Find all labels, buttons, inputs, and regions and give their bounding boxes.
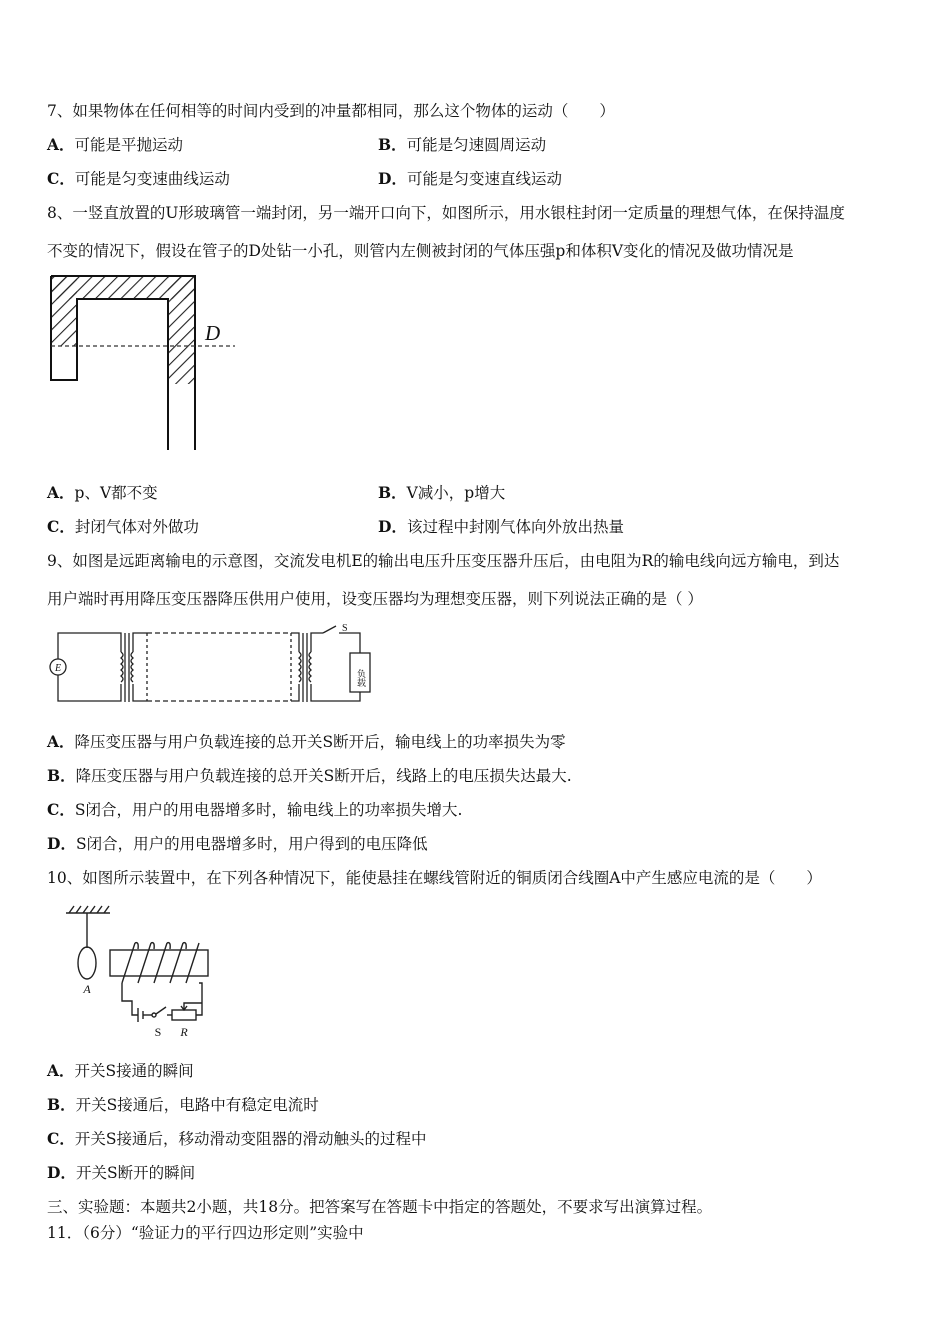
option-text: 开关S接通后，移动滑动变阻器的滑动触头的过程中 [74, 1130, 427, 1148]
q7-option-a [47, 135, 183, 155]
switch-s-blade [156, 1007, 166, 1014]
option-label: A． [47, 732, 75, 751]
switch-s-label: S [154, 1025, 162, 1038]
option-label: D． [378, 517, 407, 536]
option-label: B． [378, 483, 407, 502]
option-text: 可能是平抛运动 [74, 136, 184, 154]
u-tube-figure [45, 272, 245, 454]
q10-option-d [47, 1163, 195, 1183]
q10-option-a [47, 1061, 194, 1081]
q9-option-b [47, 766, 572, 786]
option-label: A． [47, 1061, 75, 1080]
option-text: 可能是匀变速曲线运动 [74, 170, 230, 188]
step-down-primary-coil [299, 652, 301, 682]
generator-label: E [54, 663, 62, 674]
solenoid-core [110, 950, 208, 976]
option-text: S闭合，用户的用电器增多时，输电线上的功率损失增大. [74, 801, 463, 819]
option-text: 可能是匀变速直线运动 [406, 170, 562, 188]
option-label: B． [47, 766, 76, 785]
option-text: 开关S接通的瞬间 [74, 1062, 194, 1080]
option-label: B． [378, 135, 407, 154]
q9-option-a [47, 732, 566, 752]
step-up-primary-coil [121, 652, 123, 682]
option-label: C． [47, 517, 75, 536]
q8-option-d [378, 517, 624, 537]
q8-option-a [47, 483, 158, 503]
option-label: C． [47, 800, 75, 819]
rheostat-r [172, 1010, 196, 1020]
q9-option-d [47, 834, 428, 854]
load-label: 负载 [355, 669, 365, 687]
switch-s [323, 626, 336, 633]
solenoid-figure [60, 903, 220, 1038]
q8-option-c [47, 517, 199, 537]
copper-ring-a [78, 947, 96, 979]
q9-stem-line-2: 用户端时再用降压变压器降压供用户使用，设变压器均为理想变压器，则下列说法正确的是（ ） [47, 590, 703, 608]
solenoid-winding [122, 943, 199, 983]
q8-option-b [378, 483, 505, 503]
option-label: A． [47, 483, 75, 502]
option-label: D． [47, 834, 76, 853]
option-label: C． [47, 1129, 75, 1148]
option-label: B． [47, 1095, 76, 1114]
option-text: 开关S断开的瞬间 [75, 1164, 196, 1182]
option-text: 降压变压器与用户负载连接的总开关S断开后，输电线上的功率损失为零 [74, 733, 566, 751]
switch-label: S [342, 623, 348, 634]
step-down-secondary-coil [309, 652, 311, 682]
q10-option-c [47, 1129, 426, 1149]
q9-stem-line-1: 9、如图是远距离输电的示意图，交流发电机E的输出电压升压变压器升压后，由电阻为R的输电线向远方输电，到达 [47, 552, 840, 570]
q7-option-d [378, 169, 562, 189]
option-text: 降压变压器与用户负载连接的总开关S断开后，线路上的电压损失达最大. [75, 767, 572, 785]
q8-stem-line-2: 不变的情况下，假设在管子的D处钻一小孔，则管内左侧被封闭的气体压强p和体积V变化的情况及做功情况是 [47, 242, 794, 260]
option-text: 封闭气体对外做功 [74, 518, 199, 536]
q10-stem: 10、如图所示装置中，在下列各种情况下，能使悬挂在螺线管附近的铜质闭合线圈A中产生感应电流的是（ ） [47, 869, 822, 887]
option-label: A． [47, 135, 75, 154]
q7-stem: 7、如果物体在任何相等的时间内受到的冲量都相同，那么这个物体的运动（ ） [47, 102, 615, 120]
step-up-secondary-coil [131, 652, 133, 682]
q9-option-c [47, 800, 462, 820]
option-text: 开关S接通后，电路中有稳定电流时 [75, 1096, 319, 1114]
q11-stem: 11．（6分）“验证力的平行四边形定则”实验中 [47, 1224, 364, 1242]
option-text: 可能是匀速圆周运动 [406, 136, 547, 154]
q7-option-c [47, 169, 230, 189]
point-d-label: D [205, 321, 221, 345]
q8-stem-line-1: 8、一竖直放置的U形玻璃管一端封闭，另一端开口向下，如图所示，用水银柱封闭一定质量的理想气体，在保持温度 [47, 204, 845, 222]
mercury-column [51, 276, 195, 384]
option-text: V减小，p增大 [406, 484, 506, 502]
option-text: p、V都不变 [74, 484, 158, 502]
q10-option-b [47, 1095, 319, 1115]
option-label: D． [47, 1163, 76, 1182]
q7-option-b [378, 135, 546, 155]
section-3-heading: 三、实验题：本题共2小题，共18分。把答案写在答题卡中指定的答题处，不要求写出演算过程。 [47, 1198, 713, 1216]
transmission-line-dashed [147, 633, 291, 701]
option-text: 该过程中封刚气体向外放出热量 [406, 518, 624, 536]
option-text: S闭合，用户的用电器增多时，用户得到的电压降低 [75, 835, 428, 853]
coil-a-label: A [83, 982, 91, 996]
option-label: C． [47, 169, 75, 188]
power-transmission-figure [45, 622, 390, 712]
resistor-r-label: R [180, 1025, 188, 1038]
ceiling-hatch [69, 906, 109, 913]
option-label: D． [378, 169, 407, 188]
